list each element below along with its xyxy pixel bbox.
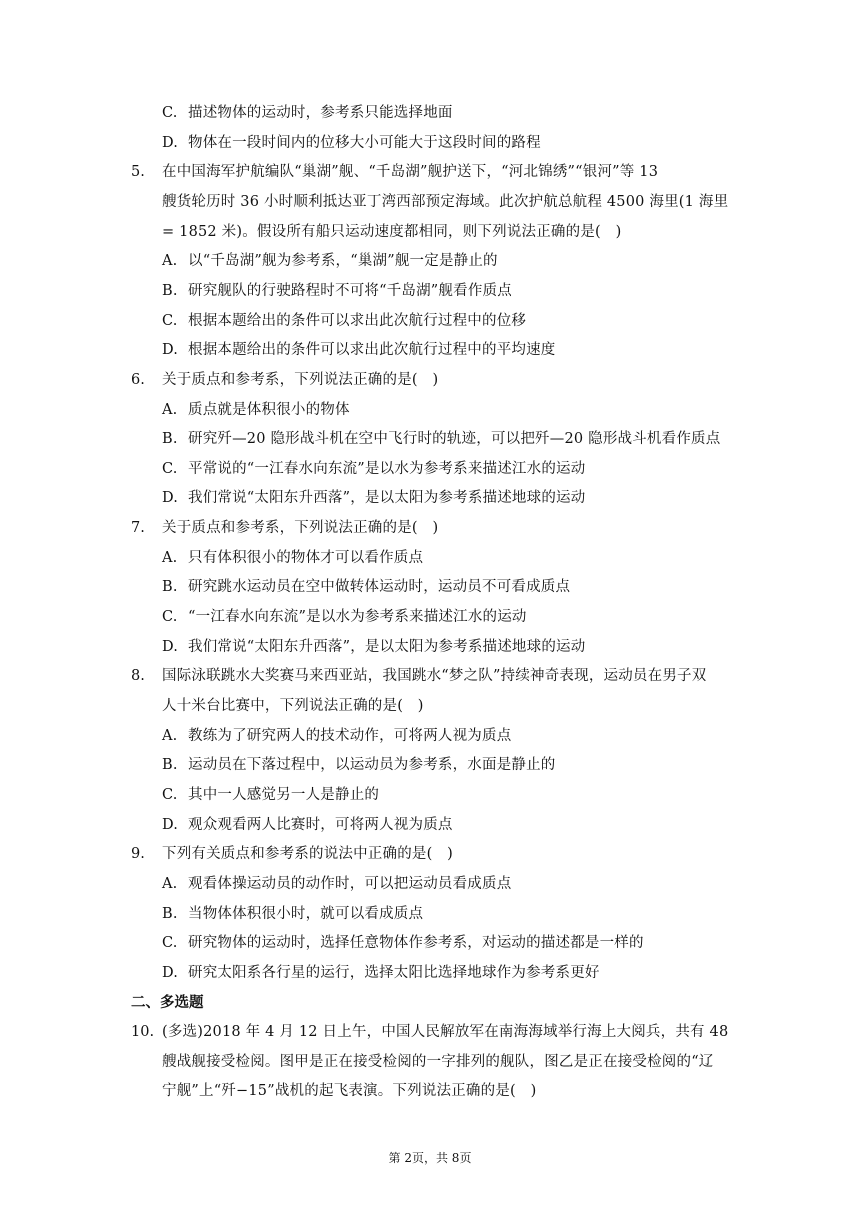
option-text: 研究太阳系各行星的运行，选择太阳比选择地球作为参考系更好 [188,964,600,981]
answer-option [162,904,423,924]
answer-option [162,400,350,420]
option-letter: A. [162,875,178,892]
question-number: 7. [131,520,145,537]
question-stem-line: 宁舰”上“歼−15”战机的起飞表演。下列说法正确的是( ) [162,1083,537,1100]
option-letter: A. [162,549,178,566]
option-text: 观众观看两人比赛时，可将两人视为质点 [188,816,453,833]
answer-option [162,488,585,508]
option-text: 我们常说“太阳东升西落”，是以太阳为参考系描述地球的运动 [188,490,586,507]
option-text: 运动员在下落过程中，以运动员为参考系，水面是静止的 [188,757,556,774]
option-text: 当物体体积很小时，就可以看成质点 [188,905,424,922]
answer-option [162,815,453,835]
option-letter: C. [162,609,178,626]
answer-option [162,311,526,331]
option-text: 教练为了研究两人的技术动作，可将两人视为质点 [188,727,512,744]
answer-option [162,340,556,360]
option-letter: D. [162,134,179,151]
section-heading: 二、多选题 [131,993,204,1011]
question-stem-line: (多选)2018 年 4 月 12 日上午，中国人民解放军在南海海域举行海上大阅兵，共有 48 [162,1024,729,1041]
option-letter: A. [162,253,178,270]
question-number: 6. [131,371,145,388]
option-text: 观看体操运动员的动作时，可以把运动员看成质点 [188,875,512,892]
question-number: 9. [131,846,145,863]
option-text: 研究舰队的行驶路程时不可将“千岛湖”舰看作质点 [188,282,512,299]
question-stem-line: 国际泳联跳水大奖赛马来西亚站，我国跳水“梦之队”持续神奇表现，运动员在男子双 [162,668,707,685]
option-letter: B. [162,757,178,774]
answer-option [162,933,644,953]
option-letter: B. [162,431,178,448]
option-letter: B. [162,905,178,922]
question-stem-line: 艘货轮历时 36 小时顺利抵达亚丁湾西部预定海域。此次护航总航程 4500 海里(1 海里 [162,193,729,210]
option-text: 描述物体的运动时，参考系只能选择地面 [188,105,453,121]
answer-option [162,251,498,271]
answer-option [162,637,585,657]
option-letter: C. [162,312,178,329]
option-letter: C. [162,460,178,477]
question-number: 8. [131,668,145,685]
option-text: 研究物体的运动时，选择任意物体作参考系，对运动的描述都是一样的 [188,935,644,952]
option-text: 物体在一段时间内的位移大小可能大于这段时间的路程 [188,134,541,151]
question-number: 5. [131,164,145,181]
option-letter: D. [162,342,179,359]
option-letter: D. [162,638,179,655]
option-letter: C. [162,786,178,803]
question-stem-line: 人十米台比赛中，下列说法正确的是( ) [162,698,424,714]
option-text: 研究跳水运动员在空中做转体运动时，运动员不可看成质点 [188,579,571,596]
option-text: 平常说的“一江春水向东流”是以水为参考系来描述江水的运动 [188,460,586,477]
question-number: 10. [131,1024,155,1041]
answer-option [162,577,570,597]
option-letter: A. [162,401,178,418]
option-letter: C. [162,935,178,952]
answer-option [162,785,379,805]
answer-option [162,963,600,983]
question-stem-line: 关于质点和参考系，下列说法正确的是( ) [162,371,439,388]
answer-option [162,548,423,568]
option-text: 以“千岛湖”舰为参考系，“巢湖”舰一定是静止的 [188,253,498,270]
question-stem-line: 艘战舰接受检阅。图甲是正在接受检阅的一字排列的舰队，图乙是正在接受检阅的“辽 [162,1053,714,1070]
answer-option [162,133,541,153]
option-text: 根据本题给出的条件可以求出此次航行过程中的平均速度 [188,342,556,359]
answer-option [162,755,556,775]
answer-option [162,726,511,746]
option-letter: D. [162,964,179,981]
option-text: 只有体积很小的物体才可以看作质点 [188,549,424,566]
option-text: 根据本题给出的条件可以求出此次航行过程中的位移 [188,312,527,329]
option-letter: C. [162,105,178,121]
question-stem-line: 下列有关质点和参考系的说法中正确的是( ) [162,846,454,863]
answer-option [162,607,527,627]
question-stem-line: 在中国海军护航编队“巢湖”舰、“千岛湖”舰护送下，“河北锦绣”“银河”等 13 [162,164,659,181]
question-stem-line: 关于质点和参考系，下列说法正确的是( ) [162,520,439,537]
option-letter: A. [162,727,178,744]
question-stem-line: = 1852 米)。假设所有船只运动速度都相同，则下列说法正确的是( ) [162,223,622,240]
option-text: 其中一人感觉另一人是静止的 [188,786,380,803]
option-letter: D. [162,490,179,507]
answer-option [162,429,720,449]
answer-option [162,459,585,479]
option-letter: D. [162,816,179,833]
option-letter: B. [162,282,178,299]
page-footer: 第 2页，共 8页 [388,1151,472,1165]
answer-option [162,103,453,123]
option-text: 质点就是体积很小的物体 [188,401,350,418]
answer-option [162,281,512,301]
option-text: 我们常说“太阳东升西落”，是以太阳为参考系描述地球的运动 [188,638,586,655]
option-text: “一江春水向东流”是以水为参考系来描述江水的运动 [188,609,527,626]
option-letter: B. [162,579,178,596]
answer-option [162,874,511,894]
option-text: 研究歼—20 隐形战斗机在空中飞行时的轨迹，可以把歼—20 隐形战斗机看作质点 [188,431,721,448]
